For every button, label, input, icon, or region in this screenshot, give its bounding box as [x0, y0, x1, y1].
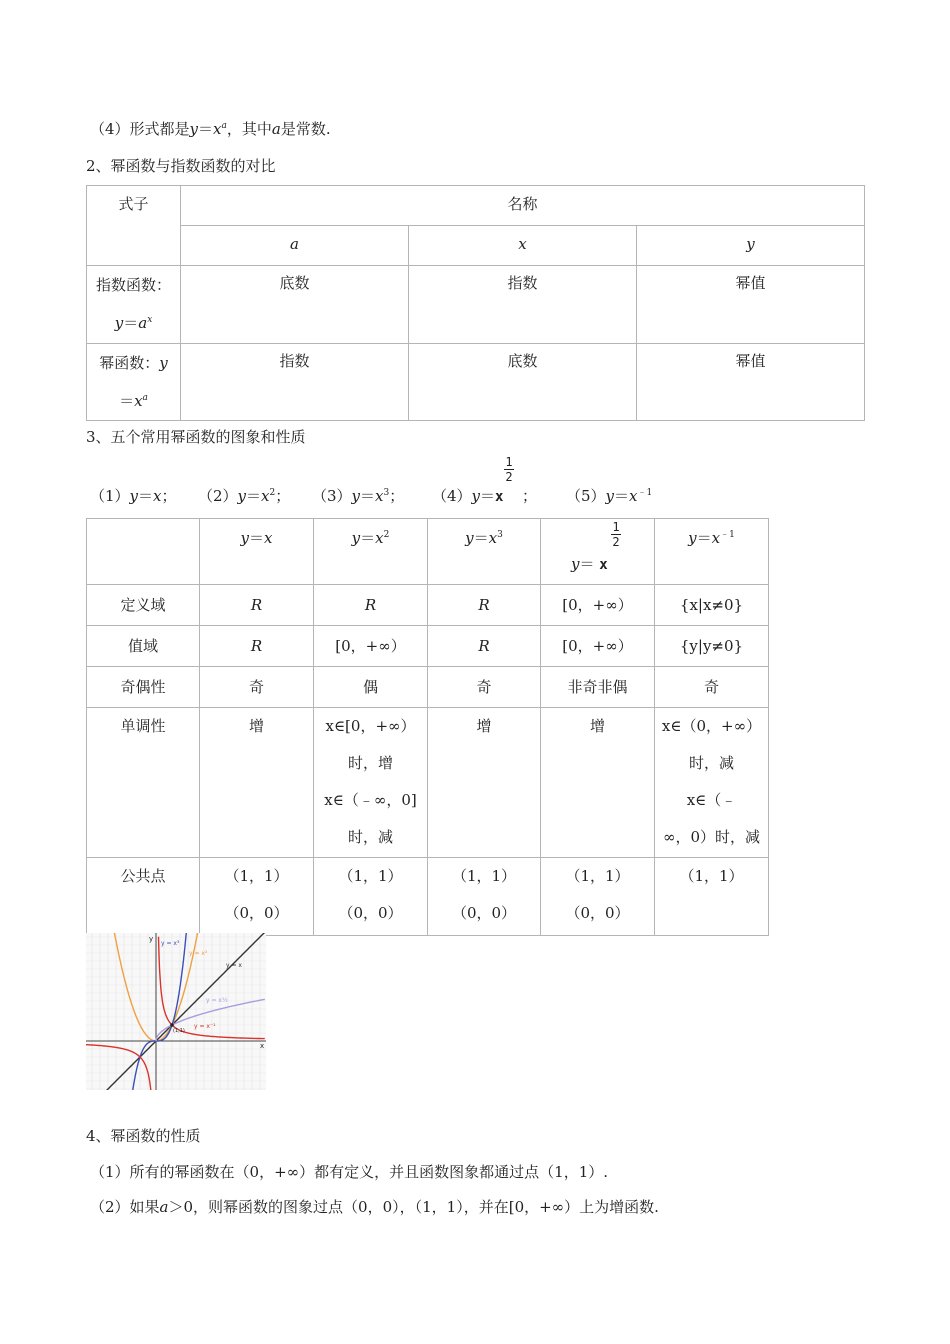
cell: 指数 — [409, 266, 637, 344]
row-label-monotonic: 单调性 — [87, 708, 200, 858]
label-y-x: y = x — [226, 962, 242, 969]
cell: 奇 — [200, 667, 314, 708]
cell-mono-x2: x∈[0，+∞） 时，增 x∈（﹣∞，0] 时，减 — [314, 708, 428, 858]
subheader-a: a — [181, 226, 409, 266]
col-y-xhalf: $\frac{1}{2}$ y＝ x — [541, 519, 655, 585]
cell: 幂值 — [637, 266, 865, 344]
cell: 幂值 — [637, 344, 865, 421]
col-y-x: y＝x — [200, 519, 314, 585]
header-name: 名称 — [181, 186, 865, 226]
comparison-table — [86, 185, 865, 421]
cell: 增 — [541, 708, 655, 858]
cell: （1，1） （0，0） — [428, 858, 541, 936]
cell: R — [200, 626, 314, 667]
section4-p1: （1）所有的幂函数在（0，+∞）都有定义，并且函数图象都通过点（1，1）. — [90, 1163, 609, 1181]
frac-exponent: $\frac{1}{2}$ — [505, 455, 513, 484]
cell: R — [200, 585, 314, 626]
cell: R — [314, 585, 428, 626]
col-y-x2: $y=x^2$ — [314, 519, 428, 585]
function-list-item4: （4）y＝x — [432, 487, 504, 505]
row-label-common: 公共点 — [87, 858, 200, 936]
row-power-label: 幂函数：y $=x^a$ — [87, 344, 181, 421]
label-y-x3: y = x³ — [161, 940, 180, 947]
curve-y-xhalf — [156, 999, 265, 1041]
cell: [0，+∞） — [314, 626, 428, 667]
blank-header — [87, 519, 200, 585]
row-label-domain: 定义域 — [87, 585, 200, 626]
section4-heading: 4、幂函数的性质 — [86, 1127, 201, 1145]
function-list-item3: $(3)y=x^3$； — [312, 487, 405, 505]
row-label-parity: 奇偶性 — [87, 667, 200, 708]
cell: {y|y≠0} — [655, 626, 769, 667]
cell: R — [428, 626, 541, 667]
cell: （1，1） （0，0） — [314, 858, 428, 936]
section4-p2: （2）如果a＞0，则幂函数的图象过点（0，0），（1，1），并在[0，+∞）上为增函数. — [90, 1198, 659, 1216]
header-formula: 式子 — [87, 186, 181, 266]
function-list-sep4: ； — [522, 487, 538, 505]
cell: [0，+∞） — [541, 585, 655, 626]
intro-line: （4）形式都是$y=x^a$，其中a是常数. — [90, 120, 331, 138]
function-list-item5: $(5)y=x^{﹣1}$ — [566, 487, 653, 505]
cell: {x|x≠0} — [655, 585, 769, 626]
cell: 增 — [428, 708, 541, 858]
label-point: (1,1) — [173, 1028, 185, 1034]
row-label-range: 值域 — [87, 626, 200, 667]
function-list-item2: $(2)y=x^2$； — [198, 487, 291, 505]
cell-mono-xneg1: x∈（0，+∞） 时，减 x∈（﹣ ∞，0）时，减 — [655, 708, 769, 858]
section2-heading: 2、幂函数与指数函数的对比 — [86, 157, 276, 175]
cell: 增 — [200, 708, 314, 858]
function-list: （1）y＝x； — [90, 487, 177, 505]
cell: （1，1） （0，0） — [541, 858, 655, 936]
cell: 非奇非偶 — [541, 667, 655, 708]
cell: 指数 — [181, 344, 409, 421]
point-1-1 — [170, 1023, 174, 1027]
subheader-x: x — [409, 226, 637, 266]
cell: 奇 — [428, 667, 541, 708]
subheader-y: y — [637, 226, 865, 266]
label-axis-x: x — [260, 1042, 265, 1050]
label-y-x2: y = x² — [189, 950, 208, 957]
cell: 底数 — [181, 266, 409, 344]
col-y-x3: $y=x^3$ — [428, 519, 541, 585]
cell: R — [428, 585, 541, 626]
col-y-xneg1: $y=x^{﹣1}$ — [655, 519, 769, 585]
cell: 底数 — [409, 344, 637, 421]
label-y-xhalf: y = x½ — [206, 997, 228, 1004]
cell: 偶 — [314, 667, 428, 708]
graph-svg — [86, 933, 266, 1090]
row-exponential-label: 指数函数： $y=a^x$ — [87, 266, 181, 344]
power-functions-graph — [86, 933, 266, 1090]
cell: 奇 — [655, 667, 769, 708]
section3-heading: 3、五个常用幂函数的图象和性质 — [86, 428, 306, 446]
label-axis-y: y — [149, 935, 154, 943]
cell: [0，+∞） — [541, 626, 655, 667]
label-y-xneg1: y = x⁻¹ — [194, 1023, 216, 1030]
properties-table — [86, 518, 769, 936]
cell: （1，1） （0，0） — [200, 858, 314, 936]
cell: （1，1） — [655, 858, 769, 936]
